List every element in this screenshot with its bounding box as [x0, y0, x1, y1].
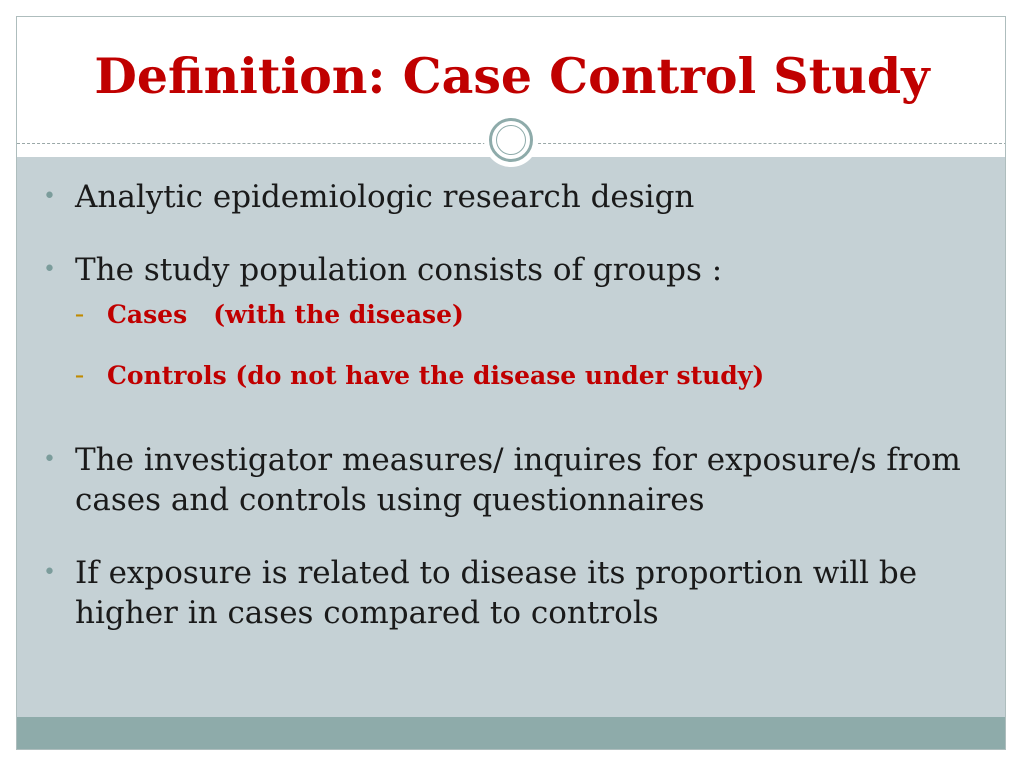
subbullet-text: Cases (with the disease): [107, 300, 464, 329]
ring-inner: [489, 118, 533, 162]
subbullet-marker: –: [75, 304, 84, 325]
bullet-marker: •: [43, 447, 56, 472]
bullet-item: [43, 440, 983, 520]
bullet-item: [43, 177, 983, 217]
bullet-marker: •: [43, 560, 56, 585]
content-panel: [17, 157, 1006, 717]
bullet-text: The study population consists of groups :: [75, 252, 723, 288]
bullet-marker: •: [43, 184, 56, 209]
slide: [16, 16, 1006, 750]
bullet-item: [43, 250, 983, 290]
subbullet-marker: –: [75, 365, 84, 386]
footer-bar: [17, 717, 1006, 750]
bullet-list: [17, 157, 1006, 717]
double-ring-icon: [484, 113, 538, 167]
bullet-text: Analytic epidemiologic research design: [75, 179, 695, 215]
subbullet-text: Controls (do not have the disease under study): [107, 361, 765, 390]
subbullet-item: [75, 360, 975, 392]
subbullet-item: [75, 299, 975, 331]
bullet-item: [43, 553, 983, 633]
bullet-text: If exposure is related to disease its proportion will be higher in cases compared to controls: [75, 555, 918, 631]
bullet-marker: •: [43, 257, 56, 282]
bullet-text: The investigator measures/ inquires for exposure/s from cases and controls using questionnaires: [75, 442, 961, 518]
slide-title: Definition: Case Control Study: [94, 47, 930, 105]
